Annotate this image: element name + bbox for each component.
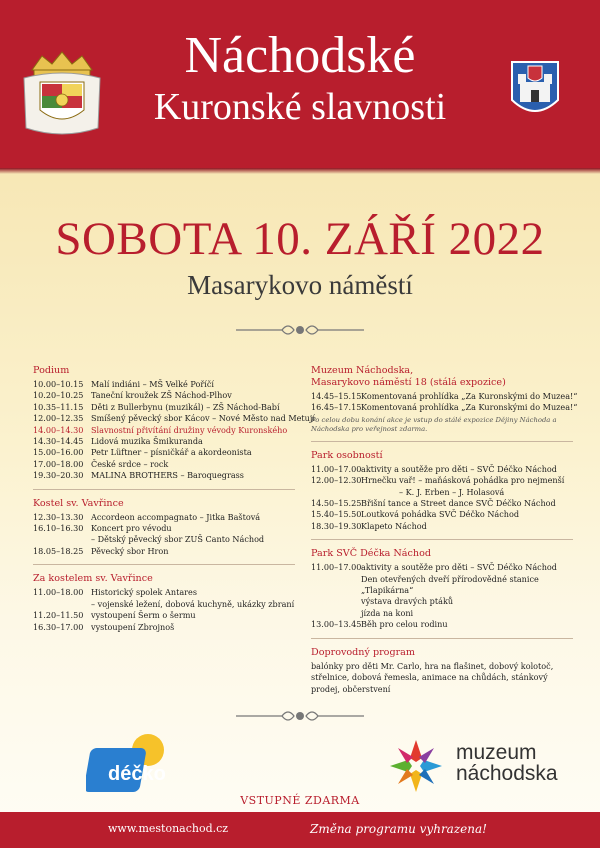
za-kostelem-list <box>33 587 295 633</box>
kostel-list <box>33 512 295 558</box>
list-item: Den otevřených dveří přírodovědné stanice <box>361 573 539 584</box>
section-title-muzeum: Muzeum Náchodska, Masarykovo náměstí 18 (stálá expozice) <box>311 365 506 388</box>
list-item: jízda na koni <box>361 607 414 618</box>
list-item: – vojenské ležení, dobová kuchyně, ukázky zbraní <box>91 598 295 609</box>
section-title-podium: Podium <box>33 365 70 376</box>
list-item: 19.30–20.30 MALINA BROTHERS – Baroquegrass <box>33 470 244 481</box>
divider <box>33 564 295 565</box>
list-item: 11.00–18.00 Historický spolek Antares <box>33 587 197 598</box>
list-item: – Dětský pěvecký sbor ZUŠ Canto Náchod <box>91 534 265 545</box>
list-item: 11.00–17.00 aktivity a soutěže pro děti – SVČ Déčko Náchod <box>311 562 557 573</box>
list-item: – K. J. Erben – J. Holasová <box>399 486 505 497</box>
program-right-column <box>311 365 578 695</box>
list-item: 18.05–18.25 Pěvecký sbor Hron <box>33 545 169 556</box>
doprovodny-text: balónky pro děti Mr. Carlo, hra na flašinet, dobový kolotoč, střelnice, dobová řemesla, animace na chůdách, stánkový prodej, občerstvení <box>311 660 554 694</box>
title-line-1: Náchodské <box>184 27 416 84</box>
program-left-column <box>33 365 315 633</box>
section-title-park: Park osobností <box>311 449 383 461</box>
divider <box>311 441 573 442</box>
list-item: 15.40–15.50 Loutková pohádka SVČ Déčko Náchod <box>311 509 520 520</box>
list-item: 18.30–19.30 Klapeto Náchod <box>311 520 427 531</box>
section-title-za-kostelem: Za kostelem sv. Vavřince <box>33 573 153 585</box>
kuronsky-crest-icon <box>20 48 104 140</box>
list-item: 10.00–10.15 Malí indiáni – MŠ Velké Poříčí <box>33 379 214 389</box>
list-item: 10.35–11.15 Děti z Bullerbynu (muzikál) – ZŠ Náchod-Babí <box>33 401 280 412</box>
park-list <box>311 464 573 532</box>
section-title-kostel: Kostel sv. Vavřince <box>33 497 124 509</box>
list-item: 10.20–10.25 Taneční kroužek ZŠ Náchod-Plhov <box>33 390 232 401</box>
event-date: SOBOTA 10. ZÁŘÍ 2022 <box>55 213 545 265</box>
list-item: 16.45–17.15 Komentovaná prohlídka „Za Kuronskými do Muzea!“ <box>311 402 578 413</box>
list-item: 13.00–13.45 Běh pro celou rodinu <box>311 619 448 630</box>
list-item: 14.45–15.15 Komentovaná prohlídka „Za Kuronskými do Muzea!“ <box>311 391 578 401</box>
podium-list <box>33 379 315 482</box>
divider <box>33 489 295 490</box>
ornament-divider-icon <box>236 706 364 726</box>
list-item: 12.30–13.30 Accordeon accompagnato – Jitka Baštová <box>33 511 261 522</box>
svc-list <box>311 562 573 630</box>
list-item: 12.00–12.30 Hrnečku vař! – maňásková pohádka pro nejmenší <box>311 475 565 486</box>
decko-logo <box>86 730 170 796</box>
list-item: 12.00–12.35 Smíšený pěvecký sbor Kácov – Nové Město nad Metují <box>33 413 315 424</box>
list-item-highlight: 14.00–14.30 Slavnostní přivítání družiny vévody Kuronského <box>33 424 288 435</box>
list-item: 11.20–11.50 vystoupení Šerm o šermu <box>33 610 196 621</box>
section-title-doprovodny: Doprovodný program <box>311 646 416 658</box>
footer-disclaimer: Změna programu vyhrazena! <box>310 822 487 836</box>
list-item: 16.30–17.00 vystoupení Zbrojnoš <box>33 621 175 632</box>
decko-logo-text: déčko <box>108 763 166 785</box>
list-item: 11.00–17.00 aktivity a soutěže pro děti – SVČ Déčko Náchod <box>311 463 557 474</box>
list-item: výstava dravých ptáků <box>361 596 454 607</box>
muzeum-list <box>311 391 578 414</box>
list-item: 14.30–14.45 Lidová muzika Šmikuranda <box>33 436 203 447</box>
title-line-2: Kuronské slavnosti <box>153 86 447 128</box>
divider <box>311 539 573 540</box>
list-item: „Tlapikárna“ <box>361 585 414 596</box>
list-item: 14.50–15.25 Břišní tance a Street dance SVČ Déčko Náchod <box>311 498 556 509</box>
event-place: Masarykovo náměstí <box>187 270 413 300</box>
section-title-svc: Park SVČ Déčka Náchod <box>311 548 431 560</box>
ornament-divider-icon <box>236 320 364 340</box>
divider <box>311 638 573 639</box>
footer-url-link[interactable]: www.mestonachod.cz <box>108 822 229 835</box>
footer-band <box>0 812 600 848</box>
free-entry-label: VSTUPNÉ ZDARMA <box>240 794 360 807</box>
list-item: 15.00–16.00 Petr Lüftner – písničkář a akordeonista <box>33 447 252 458</box>
list-item: 17.00–18.00 České srdce – rock <box>33 458 169 469</box>
nachod-coat-of-arms-icon <box>510 60 560 122</box>
list-item: 16.10–16.30 Koncert pro vévodu <box>33 523 172 534</box>
muzeum-note: Po celou dobu konání akce je vstup do stálé expozice Dějiny Náchoda a Náchodska pro veřejnost zdarma. <box>311 415 557 433</box>
muzeum-logo-text: muzeum náchodska <box>456 741 558 785</box>
